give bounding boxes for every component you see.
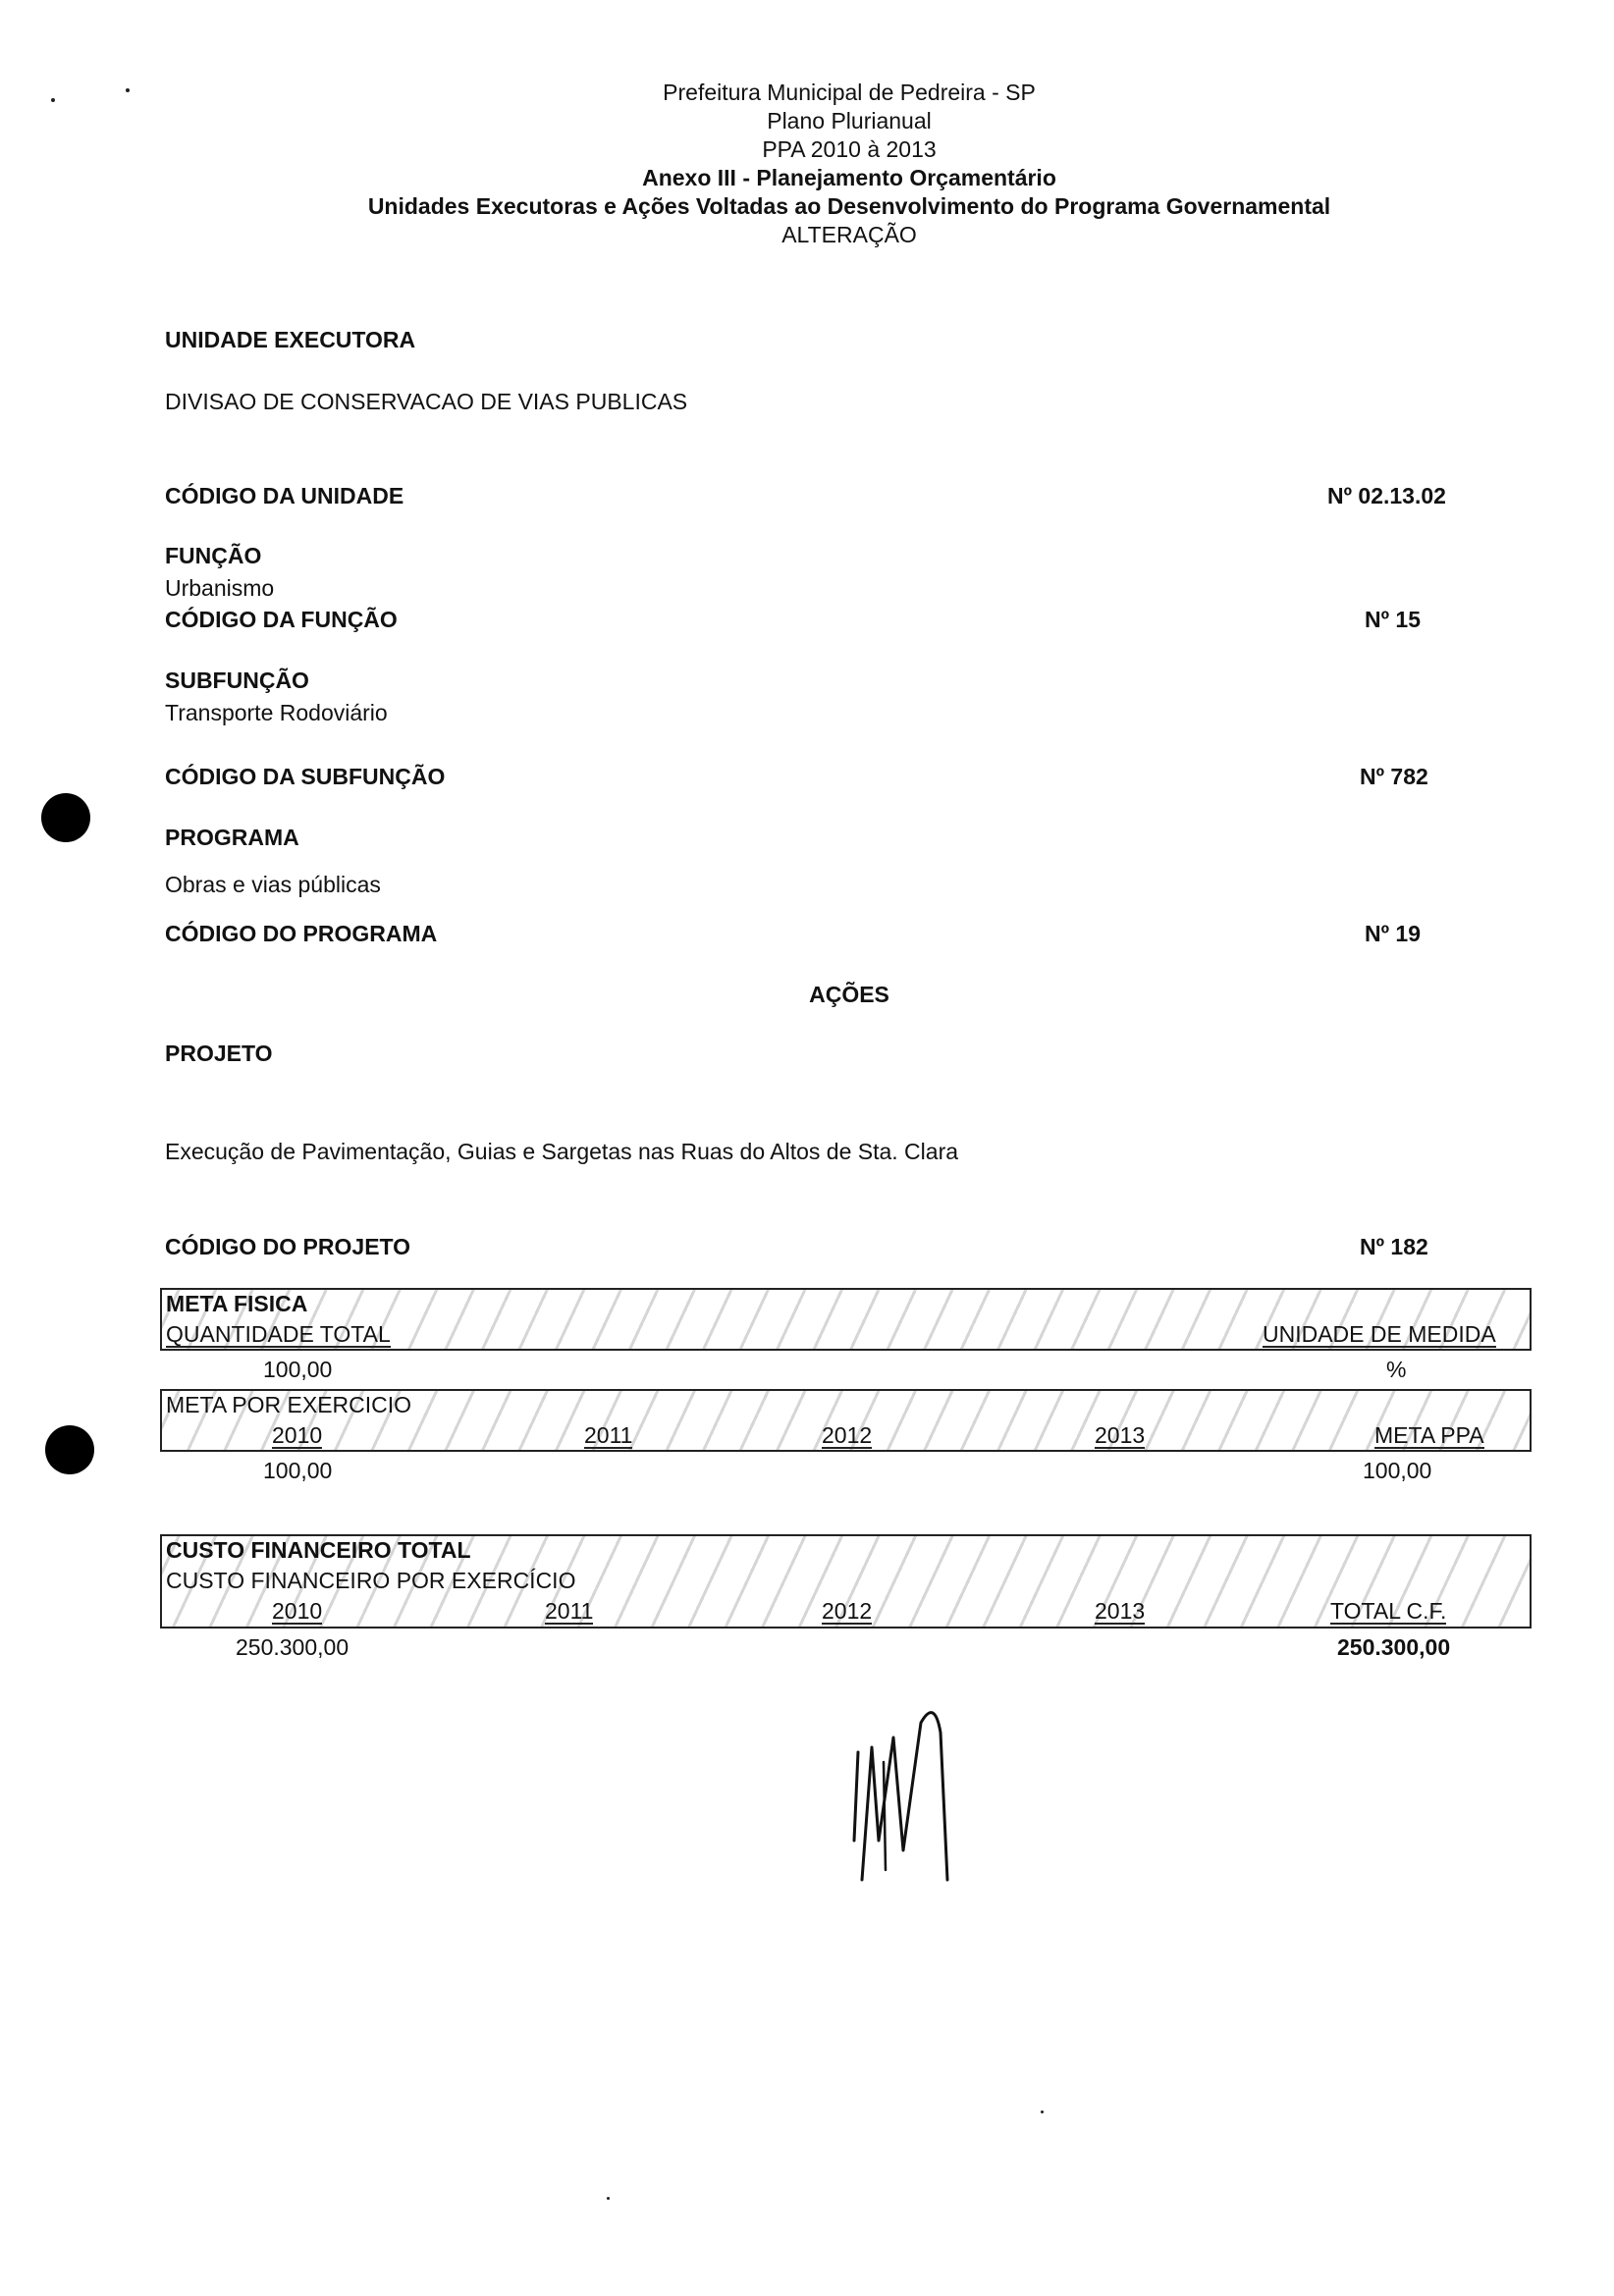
meta-ppa-label: META PPA xyxy=(1374,1422,1484,1448)
custo-financeiro-title: CUSTO FINANCEIRO TOTAL xyxy=(166,1537,471,1563)
meta-exercicio-band xyxy=(160,1389,1532,1452)
meta-year-2010: 2010 xyxy=(272,1422,323,1448)
acoes-heading: AÇÕES xyxy=(809,982,889,1007)
unidade-medida-value: % xyxy=(1386,1357,1407,1382)
unidade-executora-value: DIVISAO DE CONSERVACAO DE VIAS PUBLICAS xyxy=(165,389,688,414)
programa-label: PROGRAMA xyxy=(165,825,299,850)
unidade-executora-label: UNIDADE EXECUTORA xyxy=(165,327,416,352)
codigo-unidade-value: Nº 02.13.02 xyxy=(1327,483,1446,508)
header-plan: Plano Plurianual xyxy=(767,108,932,133)
punch-hole-bottom xyxy=(45,1425,94,1474)
header-subtitle: Unidades Executoras e Ações Voltadas ao Desenvolvimento do Programa Governamental xyxy=(367,193,1331,219)
header-status: ALTERAÇÃO xyxy=(781,222,917,247)
header-municipality: Prefeitura Municipal de Pedreira - SP xyxy=(663,80,1036,105)
meta-por-exercicio-label: META POR EXERCICIO xyxy=(166,1392,412,1417)
codigo-unidade-label: CÓDIGO DA UNIDADE xyxy=(165,483,404,508)
custo-2010-value: 250.300,00 xyxy=(236,1634,350,1660)
codigo-funcao-value: Nº 15 xyxy=(1365,607,1421,632)
meta-2010-value: 100,00 xyxy=(263,1458,333,1483)
codigo-projeto-label: CÓDIGO DO PROJETO xyxy=(165,1234,411,1259)
header-period: PPA 2010 à 2013 xyxy=(762,136,937,162)
meta-year-2013: 2013 xyxy=(1095,1422,1146,1448)
custo-por-exercicio-label: CUSTO FINANCEIRO POR EXERCÍCIO xyxy=(166,1568,576,1593)
codigo-subfuncao-label: CÓDIGO DA SUBFUNÇÃO xyxy=(165,764,446,789)
projeto-label: PROJETO xyxy=(165,1041,273,1066)
document-header xyxy=(0,79,1614,249)
unidade-medida-label: UNIDADE DE MEDIDA xyxy=(1263,1321,1496,1347)
signature xyxy=(825,1693,972,1890)
total-cf-value: 250.300,00 xyxy=(1337,1634,1451,1660)
custo-year-2013: 2013 xyxy=(1095,1598,1146,1624)
custo-financeiro-band xyxy=(160,1534,1532,1629)
projeto-value: Execução de Pavimentação, Guias e Sargetas nas Ruas do Altos de Sta. Clara xyxy=(165,1139,959,1164)
meta-year-2012: 2012 xyxy=(822,1422,873,1448)
codigo-subfuncao-value: Nº 782 xyxy=(1360,764,1428,789)
meta-year-2011: 2011 xyxy=(584,1422,633,1448)
custo-year-2010: 2010 xyxy=(272,1598,323,1624)
meta-ppa-value: 100,00 xyxy=(1363,1458,1432,1483)
programa-value: Obras e vias públicas xyxy=(165,872,381,897)
funcao-value: Urbanismo xyxy=(165,575,275,601)
speck xyxy=(1041,2110,1044,2113)
header-annex: Anexo III - Planejamento Orçamentário xyxy=(642,165,1056,190)
codigo-funcao-label: CÓDIGO DA FUNÇÃO xyxy=(165,607,398,632)
codigo-programa-value: Nº 19 xyxy=(1365,921,1421,946)
quantidade-total-value: 100,00 xyxy=(263,1357,333,1382)
subfuncao-value: Transporte Rodoviário xyxy=(165,700,388,725)
speck xyxy=(607,2197,610,2200)
codigo-programa-label: CÓDIGO DO PROGRAMA xyxy=(165,921,438,946)
subfuncao-label: SUBFUNÇÃO xyxy=(165,667,309,693)
meta-fisica-title: META FISICA xyxy=(166,1291,308,1316)
custo-year-2011: 2011 xyxy=(545,1598,594,1624)
quantidade-total-label: QUANTIDADE TOTAL xyxy=(166,1321,391,1347)
custo-year-2012: 2012 xyxy=(822,1598,873,1624)
funcao-label: FUNÇÃO xyxy=(165,543,262,568)
punch-hole-top xyxy=(41,793,90,842)
meta-fisica-band xyxy=(160,1288,1532,1351)
total-cf-label: TOTAL C.F. xyxy=(1330,1598,1447,1624)
codigo-projeto-value: Nº 182 xyxy=(1360,1234,1428,1259)
